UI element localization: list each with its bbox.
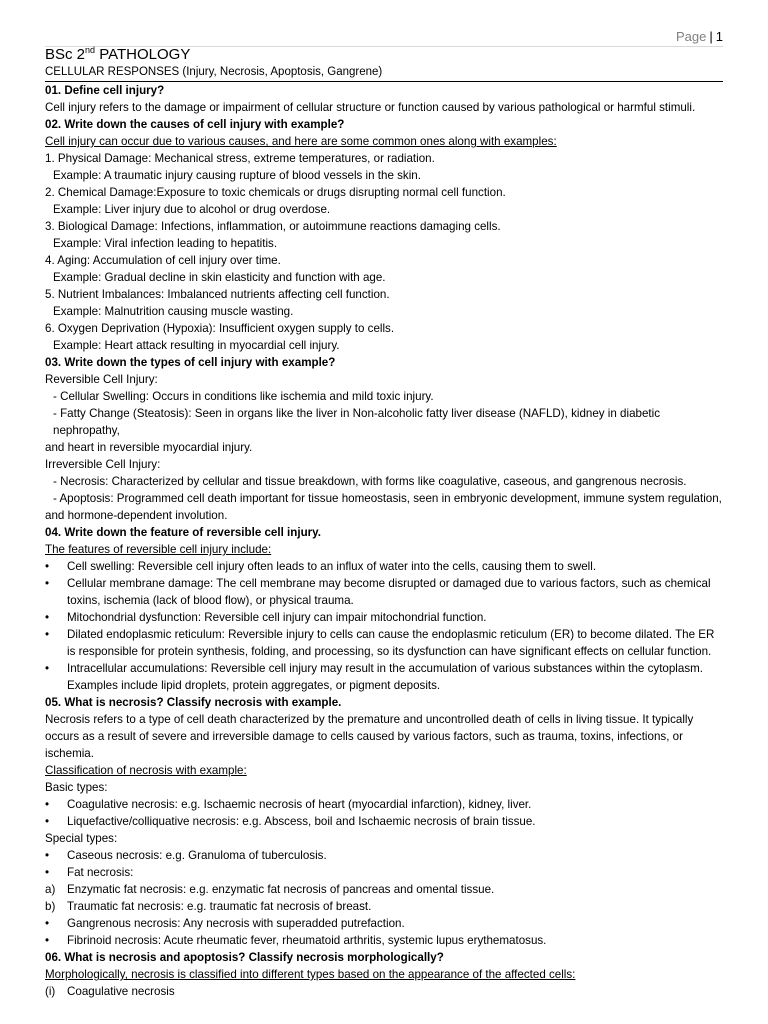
question-heading: 05. What is necrosis? Classify necrosis with example. xyxy=(45,696,342,709)
page-number-value: 1 xyxy=(715,29,723,44)
list-item-text: Fat necrosis: xyxy=(67,866,134,879)
list-item xyxy=(45,660,725,694)
body-text: - Apoptosis: Programmed cell death important for tissue homeostasis, seen in embryonic development, immune system regulation, xyxy=(53,492,722,505)
body-text: - Cellular Swelling: Occurs in conditions like ischemia and mild toxic injury. xyxy=(53,390,434,403)
list-marker: (i) xyxy=(45,985,56,998)
list-item-text: Cell swelling: Reversible cell injury often leads to an influx of water into the cells, causing them to swell. xyxy=(67,560,597,573)
body-text: Example: A traumatic injury causing rupture of blood vessels in the skin. xyxy=(53,169,421,182)
underlined-intro: Cell injury can occur due to various causes, and here are some common ones along with examples: xyxy=(45,135,557,148)
list-item-text: Traumatic fat necrosis: e.g. traumatic fat necrosis of breast. xyxy=(67,900,372,913)
body-text: Special types: xyxy=(45,832,118,845)
list-marker: • xyxy=(45,849,50,862)
list-item xyxy=(45,558,725,575)
list-item xyxy=(45,796,725,813)
list-marker: b) xyxy=(45,900,56,913)
body-text: Example: Malnutrition causing muscle wasting. xyxy=(53,305,294,318)
list-item-text: Liquefactive/colliquative necrosis: e.g. Abscess, boil and Ischaemic necrosis of brain tissue. xyxy=(67,815,536,828)
question-heading: 02. Write down the causes of cell injury with example? xyxy=(45,118,345,131)
list-marker: • xyxy=(45,560,50,573)
body-text: Necrosis refers to a type of cell death characterized by the premature and uncontrolled death of cells in living tissue. It typically occurs as a result of severe and irreversible damage to cells caused by various factors, such as trauma, toxins, infections, or ischemia. xyxy=(45,713,694,760)
body-text: and hormone-dependent involution. xyxy=(45,509,228,522)
list-item xyxy=(45,864,725,881)
list-item xyxy=(45,915,725,932)
list-item xyxy=(45,983,725,1000)
page-label: Page xyxy=(676,29,707,44)
list-marker: • xyxy=(45,611,50,624)
list-item-text: Gangrenous necrosis: Any necrosis with superadded putrefaction. xyxy=(67,917,405,930)
list-item xyxy=(45,609,725,626)
list-marker: • xyxy=(45,934,50,947)
list-marker: • xyxy=(45,815,50,828)
list-marker: • xyxy=(45,917,50,930)
list-item-text: Coagulative necrosis: e.g. Ischaemic necrosis of heart (myocardial infarction), kidney, liver. xyxy=(67,798,532,811)
list-item xyxy=(45,575,725,609)
body-text: 6. Oxygen Deprivation (Hypoxia): Insufficient oxygen supply to cells. xyxy=(45,322,395,335)
list-item-text: Fibrinoid necrosis: Acute rheumatic fever, rheumatoid arthritis, systemic lupus erythematosus. xyxy=(67,934,547,947)
list-marker: • xyxy=(45,662,50,675)
body-text: Reversible Cell Injury: xyxy=(45,373,158,386)
list-item-text: Intracellular accumulations: Reversible cell injury may result in the accumulation of various substances within the cytoplasm. Examples include lipid droplets, protein aggregates, or pigment deposits. xyxy=(67,662,704,692)
list-item xyxy=(45,898,725,915)
page-separator: | xyxy=(709,29,713,44)
body-text: Irreversible Cell Injury: xyxy=(45,458,161,471)
list-item-text: Caseous necrosis: e.g. Granuloma of tuberculosis. xyxy=(67,849,327,862)
document-subtitle: CELLULAR RESPONSES (Injury, Necrosis, Apoptosis, Gangrene) xyxy=(45,66,383,78)
list-item-text: Coagulative necrosis xyxy=(67,985,175,998)
body-text: Basic types: xyxy=(45,781,108,794)
body-text: - Necrosis: Characterized by cellular and tissue breakdown, with forms like coagulative, caseous, and gangrenous necrosis. xyxy=(53,475,687,488)
list-marker: • xyxy=(45,577,50,590)
body-text: 4. Aging: Accumulation of cell injury over time. xyxy=(45,254,281,267)
body-text: Example: Heart attack resulting in myocardial cell injury. xyxy=(53,339,340,352)
body-text: and heart in reversible myocardial injury. xyxy=(45,441,253,454)
list-item xyxy=(45,932,725,949)
body-text: Example: Gradual decline in skin elasticity and function with age. xyxy=(53,271,386,284)
body-text: 5. Nutrient Imbalances: Imbalanced nutrients affecting cell function. xyxy=(45,288,390,301)
body-text: 2. Chemical Damage:Exposure to toxic chemicals or drugs disrupting normal cell function. xyxy=(45,186,506,199)
list-item-text: Mitochondrial dysfunction: Reversible cell injury can impair mitochondrial function. xyxy=(67,611,487,624)
list-item-text: Enzymatic fat necrosis: e.g. enzymatic fat necrosis of pancreas and omental tissue. xyxy=(67,883,495,896)
underlined-intro: Morphologically, necrosis is classified into different types based on the appearance of the affected cells: xyxy=(45,968,576,981)
list-marker: a) xyxy=(45,883,56,896)
page-number xyxy=(676,29,723,44)
underlined-intro: Classification of necrosis with example: xyxy=(45,764,247,777)
body-text: Cell injury refers to the damage or impairment of cellular structure or function caused by various pathological or harmful stimuli. xyxy=(45,101,696,114)
question-heading: 03. Write down the types of cell injury with example? xyxy=(45,356,336,369)
document-title: BSc 2nd PATHOLOGY xyxy=(45,45,191,63)
list-item xyxy=(45,813,725,830)
list-item xyxy=(45,626,725,660)
body-text: 3. Biological Damage: Infections, inflammation, or autoimmune reactions damaging cells. xyxy=(45,220,501,233)
question-heading: 04. Write down the feature of reversible cell injury. xyxy=(45,526,321,539)
body-text: 1. Physical Damage: Mechanical stress, extreme temperatures, or radiation. xyxy=(45,152,435,165)
question-heading: 06. What is necrosis and apoptosis? Classify necrosis morphologically? xyxy=(45,951,444,964)
body-text: Example: Liver injury due to alcohol or drug overdose. xyxy=(53,203,331,216)
list-marker: • xyxy=(45,866,50,879)
list-item-text: Cellular membrane damage: The cell membrane may become disrupted or damaged due to various factors, such as chemical toxins, ischemia (lack of blood flow), or physical trauma. xyxy=(67,577,711,607)
list-marker: • xyxy=(45,798,50,811)
underlined-intro: The features of reversible cell injury include: xyxy=(45,543,272,556)
list-item-text: Dilated endoplasmic reticulum: Reversible injury to cells can cause the endoplasmic reticulum (ER) to become dilated. The ER is responsible for protein synthesis, folding, and processing, so its dysfunction can have significant effects on cellular function. xyxy=(67,628,715,658)
question-heading: 01. Define cell injury? xyxy=(45,84,165,97)
list-marker: • xyxy=(45,628,50,641)
list-item xyxy=(45,881,725,898)
list-item xyxy=(45,847,725,864)
body-text: - Fatty Change (Steatosis): Seen in organs like the liver in Non-alcoholic fatty liver disease (NAFLD), kidney in diabetic nephropathy, xyxy=(53,407,661,437)
document-body xyxy=(45,82,725,1000)
body-text: Example: Viral infection leading to hepatitis. xyxy=(53,237,278,250)
